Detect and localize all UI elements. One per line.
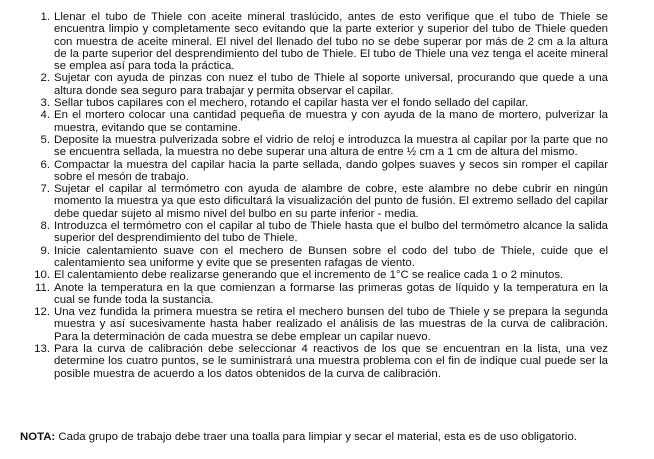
note-label: NOTA: bbox=[20, 431, 56, 443]
step-number: 12. bbox=[34, 306, 50, 319]
note-text: Cada grupo de trabajo debe traer una toalla para limpiar y secar el material, esta es de uso obligatorio. bbox=[55, 431, 577, 443]
step-number: 10. bbox=[34, 269, 50, 282]
step-number: 5. bbox=[40, 133, 50, 146]
note-paragraph bbox=[20, 431, 608, 444]
list-item bbox=[26, 134, 608, 159]
list-item bbox=[26, 245, 608, 270]
step-number: 4. bbox=[40, 109, 50, 122]
list-item bbox=[26, 159, 608, 184]
step-text: En el mortero colocar una cantidad pequeña de muestra y con ayuda de la mano de mortero, pulverizar la muestra, evitando que se contamine. bbox=[54, 109, 608, 134]
step-text: Para la curva de calibración debe seleccionar 4 reactivos de los que se encuentran en la lista, una vez determine los cuatro puntos, se le suministrará una muestra problema con el fin de indique cual puede ser la posible muestra de acuerdo a los datos obtenidos de la curva de calibración. bbox=[54, 343, 608, 380]
list-item bbox=[26, 72, 608, 97]
list-item bbox=[26, 343, 608, 380]
step-text: Sellar tubos capilares con el mechero, rotando el capilar hasta ver el fondo sellado del capilar. bbox=[54, 97, 529, 110]
step-number: 2. bbox=[40, 72, 50, 85]
step-number: 8. bbox=[40, 220, 50, 233]
step-text: Sujetar el capilar al termómetro con ayuda de alambre de cobre, este alambre no debe cubrir en ningún momento la muestra ya que esto dificultará la visualización del punto de fusión. El extremo sellado del capilar debe quedar sujeto al mismo nivel del bulbo en su parte inferior - media. bbox=[54, 183, 608, 220]
step-text: Sujetar con ayuda de pinzas con nuez el tubo de Thiele al soporte universal, procurando que quede a una altura donde sea seguro para trabajar y permita observar el capilar. bbox=[54, 72, 608, 97]
list-item bbox=[26, 306, 608, 343]
list-item bbox=[26, 109, 608, 134]
step-number: 7. bbox=[40, 183, 50, 196]
step-text: Deposite la muestra pulverizada sobre el vidrio de reloj e introduzca la muestra al capilar por la parte que no se encuentra sellada, la muestra no debe superar una altura de entre ½ cm a 1 cm de altura del mismo. bbox=[54, 133, 608, 159]
list-item bbox=[26, 183, 608, 220]
step-number: 6. bbox=[40, 158, 50, 171]
list-item bbox=[26, 220, 608, 245]
list-item bbox=[26, 282, 608, 307]
procedure-list bbox=[26, 11, 608, 380]
list-item bbox=[26, 97, 608, 109]
step-text: Una vez fundida la primera muestra se retira el mechero bunsen del tubo de Thiele y se prepara la segunda muestra y así sucesivamente hasta haber realizado el análisis de las muestras de la curva de calibración. Para la determinación de cada muestra se debe emplear un capilar nuevo. bbox=[54, 306, 608, 343]
step-text: Compactar la muestra del capilar hacia la parte sellada, dando golpes suaves y secos sin romper el capilar sobre el mesón de trabajo. bbox=[54, 158, 608, 183]
list-item bbox=[26, 269, 608, 281]
step-text: Anote la temperatura en la que comienzan a formarse las primeras gotas de líquido y la temperatura en la cual se funde toda la sustancia. bbox=[54, 281, 608, 306]
step-text: Inicie calentamiento suave con el mechero de Bunsen sobre el codo del tubo de Thiele, cuide que el calentamiento sea uniforme y evite que se presenten rafagas de viento. bbox=[54, 244, 608, 269]
step-text: El calentamiento debe realizarse generando que el incremento de 1°C se realice cada 1 o 2 minutos. bbox=[54, 269, 564, 282]
step-text: Llenar el tubo de Thiele con aceite mineral traslúcido, antes de esto verifique que el tubo de Thiele se encuentra limpio y completamente seco evitando que la parte exterior y superior del tubo de Thiele queden con muestra de aceite mineral. El nivel del llenado del tubo no se debe superar por más de 2 cm a la altura de la parte superior del desprendimiento del tubo de Thiele. El tubo de Thiele una vez tenga el aceite mineral se emplea así para toda la práctica. bbox=[54, 11, 608, 73]
step-number: 11. bbox=[35, 281, 50, 294]
step-number: 9. bbox=[40, 244, 50, 257]
step-number: 3. bbox=[40, 97, 50, 110]
list-item bbox=[26, 11, 608, 72]
step-number: 13. bbox=[34, 343, 50, 356]
step-number: 1. bbox=[40, 11, 50, 23]
step-text: Introduzca el termómetro con el capilar al tubo de Thiele hasta que el bulbo del termómetro alcance la salida superior del desprendimiento del tubo de Thiele. bbox=[54, 220, 608, 245]
